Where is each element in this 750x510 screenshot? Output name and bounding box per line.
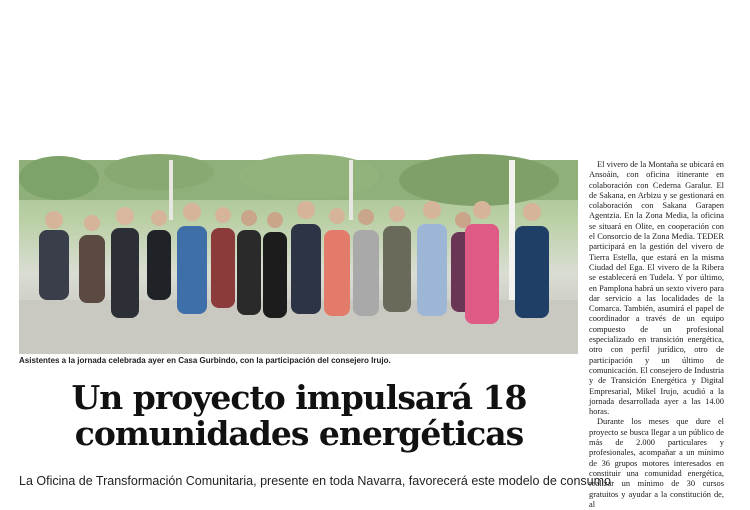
- headline-line-2: comunidades energéticas: [74, 414, 524, 453]
- subheadline: La Oficina de Transformación Comunitaria, presente en toda Navarra, favorecerá este modelo de consumo: [19, 474, 611, 488]
- article-paragraph-1: El vivero de la Montaña se ubicará en Ansoáin, con oficina itinerante en colaboración con Cederna Garalur. El de Sakana, en Arbizu y se gestionará en colaboración con Sakana Garapen Agentzia. En la Zona Media, la oficina se situará en Olite, en cooperación con el Consorcio de la Zona Media. TEDER participará en la gestión del vivero de Tierra Estella, que estará en la misma Ciudad del Ega. El vivero de la Ribera se establecerá en Tudela. Y por último, en Pamplona habrá un sexto vivero para dar servicio a las localidades de la Comarca. También, asumirá el papel de coordinador a través de un equipo compuesto de un profesional especializado en transición energética, otro con perfil jurídico, otro de participación y un último de comunicación. El consejero de Industria y de Transición Energética y Digital Empresarial, Mikel Irujo, acudió a la jornada desarrollada ayer a las 14.00 horas.: [589, 160, 724, 417]
- headline: [19, 380, 579, 452]
- article-column: [589, 160, 724, 509]
- group-photo: [19, 160, 578, 354]
- group-photo-illustration: [19, 160, 578, 354]
- photo-caption: Asistentes a la jornada celebrada ayer en Casa Gurbindo, con la participación del consejero Irujo.: [19, 356, 391, 365]
- headline-line-1: Un proyecto impulsará 18: [71, 378, 527, 417]
- article-paragraph-2: Durante los meses que dure el proyecto se busca llegar a un público de más de 2.000 particulares y profesionales, acompañar a un mínimo de 36 grupos motores interesados en constituir una comunidad energética, realizar un mínimo de 30 cursos gratuitos y ayudar a la constitución de, al: [589, 417, 724, 509]
